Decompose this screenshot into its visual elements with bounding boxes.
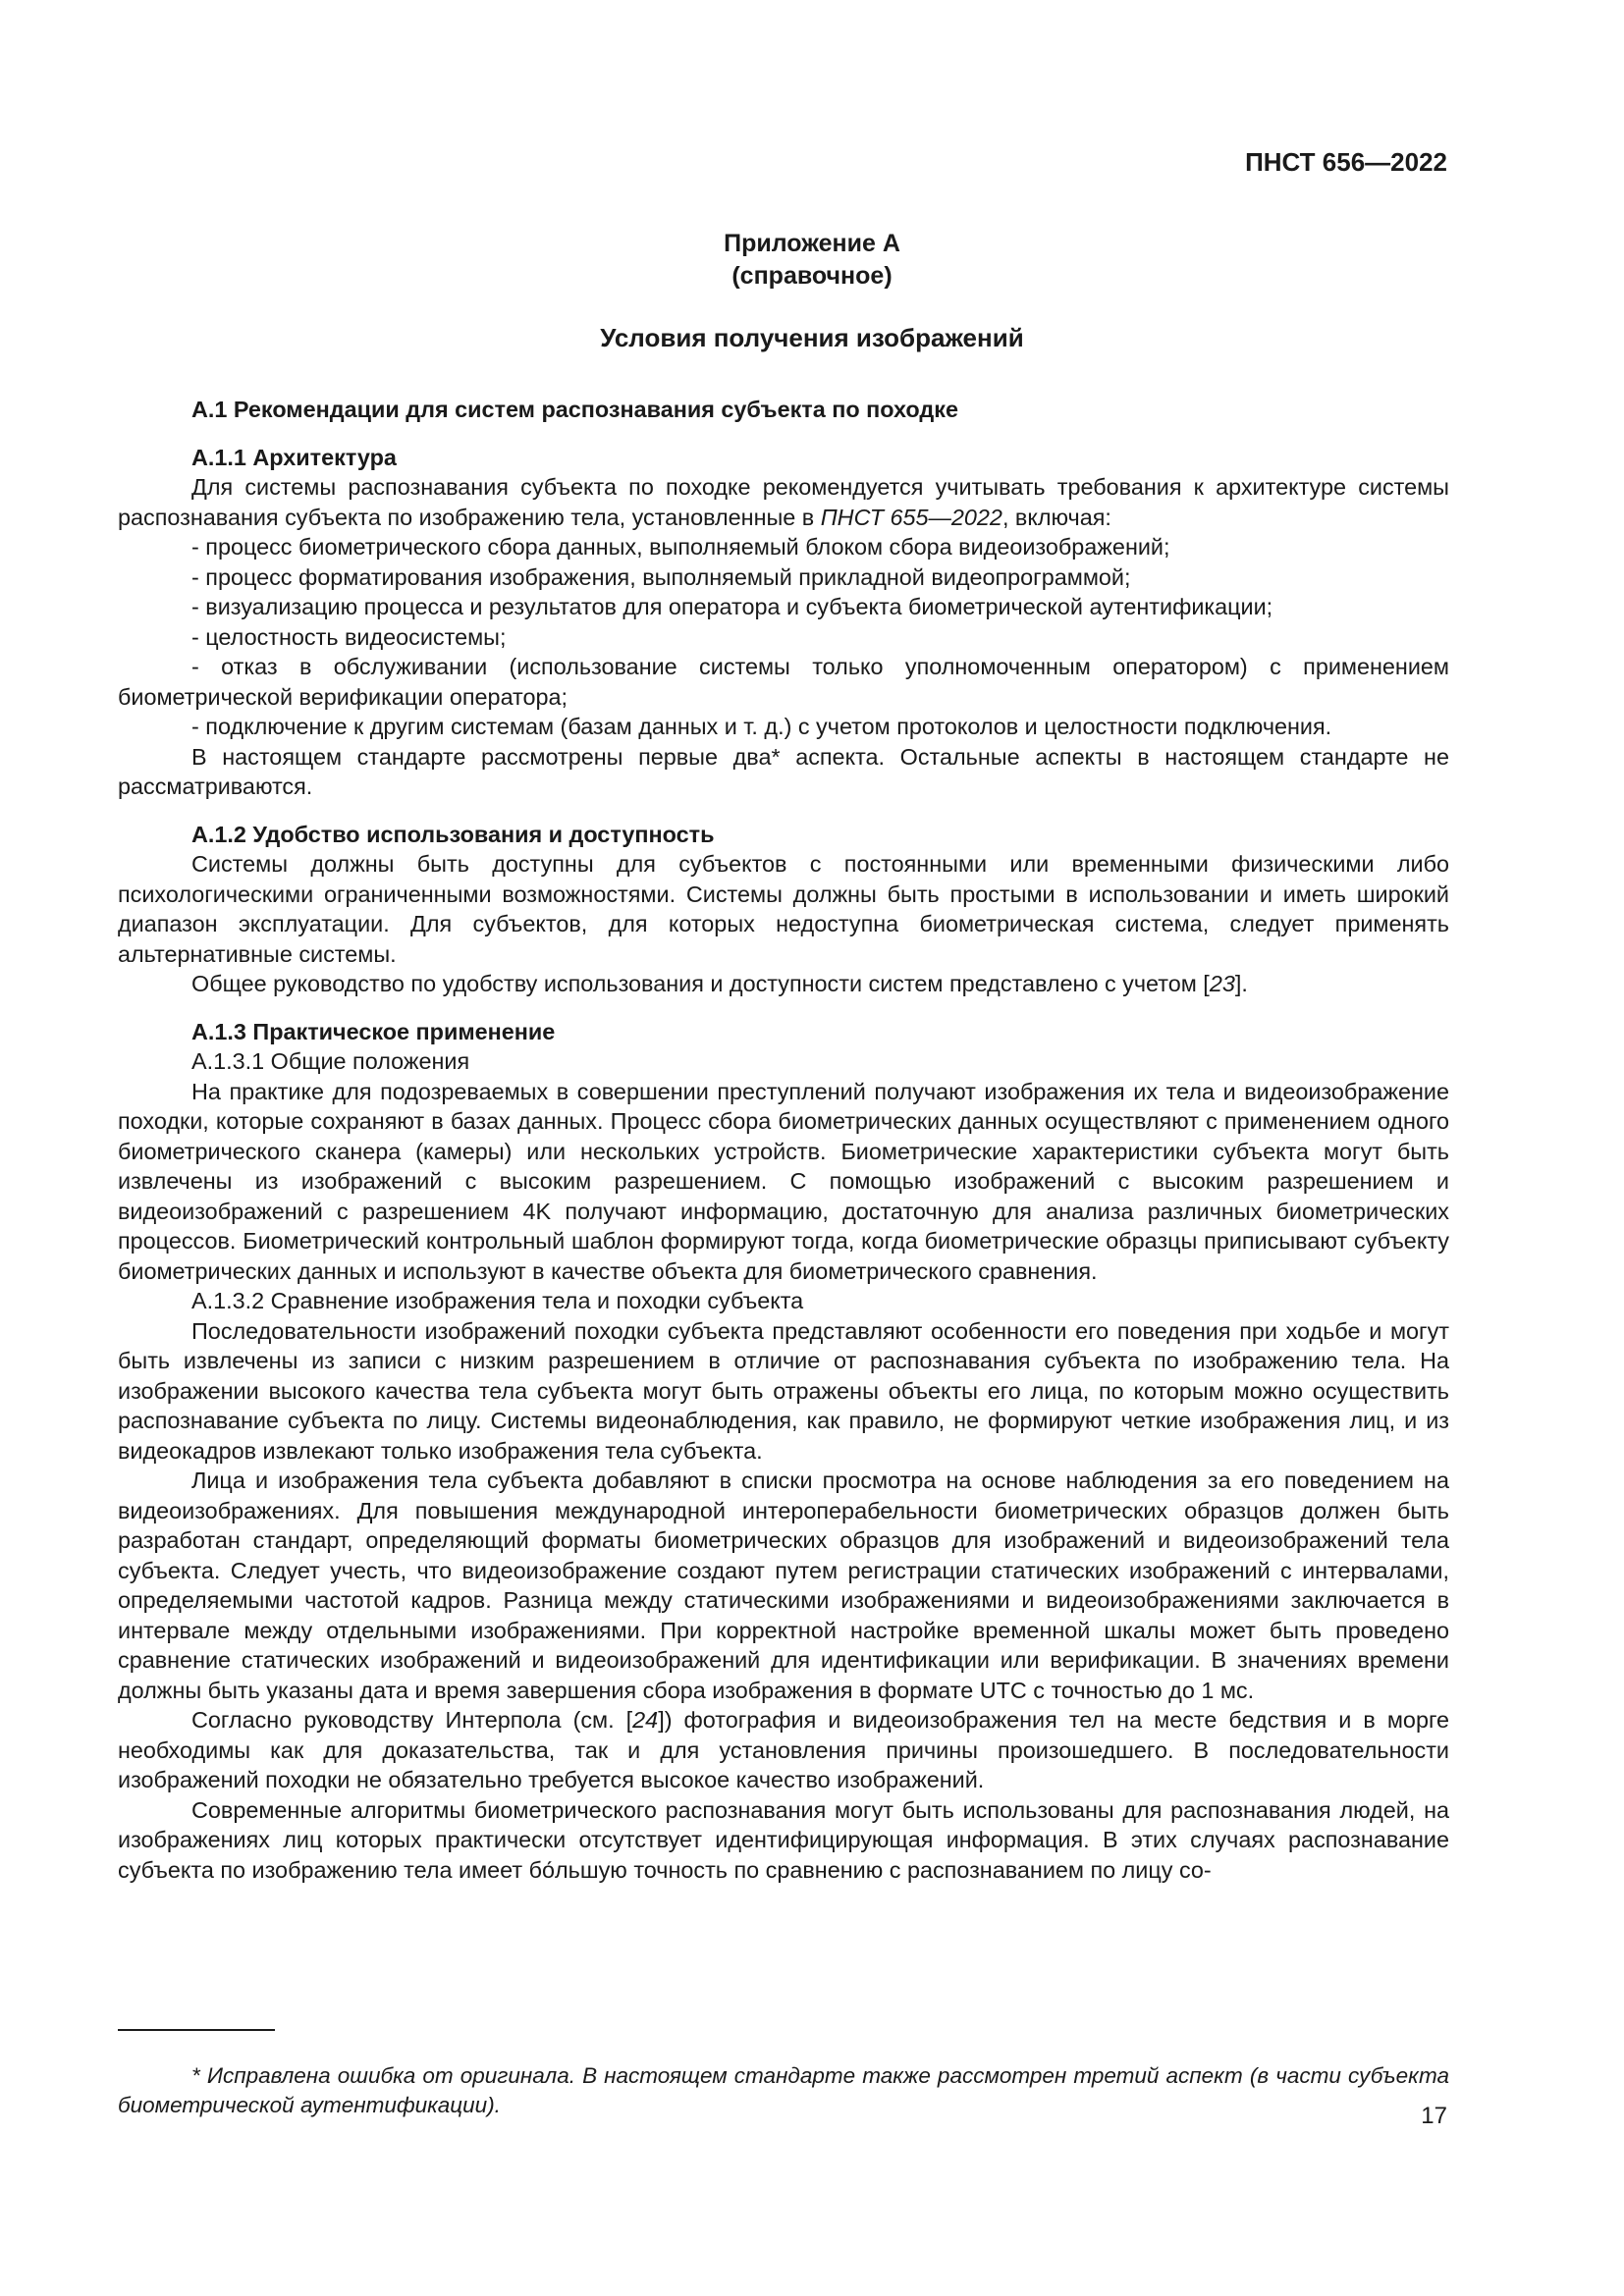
list-item: - целостность видеосистемы; <box>191 623 507 650</box>
subsection-a131-heading: А.1.3.1 Общие положения <box>191 1048 470 1074</box>
paragraph: Последовательности изображений походки субъекта представляют особенности его поведения при ходьбе и могут быть извлечены из записи с низким разрешением в отличие от распознавания субъекта по изображению тела. На изображении высокого качества тела субъекта могут быть отражены объекты его лица, по которым можно осуществить распознавание субъекта по лицу. Системы видеонаблюдения, как правило, не формируют четкие изображения лиц, и из видеокадров извлекают только изображения тела субъекта. <box>118 1317 1449 1464</box>
standard-reference: ПНСТ 655—2022 <box>820 504 1002 530</box>
paragraph-text: Согласно руководству Интерпола (см. [ <box>191 1707 633 1733</box>
paragraph: Современные алгоритмы биометрического распознавания могут быть использованы для распознавания людей, на изображениях лиц которых практически отсутствует идентифицирующая информация. В этих случаях распознавание субъекта по изображению тела имеет бо́льшую точность по сравнению с распознаванием по лицу со- <box>118 1796 1449 1883</box>
paragraph-text: Общее руководство по удобству использования и доступности систем представлено с учетом [ <box>191 971 1210 996</box>
bibliography-reference: 23 <box>1209 971 1235 996</box>
section-a13-heading: А.1.3 Практическое применение <box>191 1018 556 1044</box>
list-item: - процесс форматирования изображения, выполняемый прикладной видеопрограммой; <box>191 563 1131 590</box>
subsection-a132-heading: А.1.3.2 Сравнение изображения тела и походки субъекта <box>191 1288 804 1313</box>
footnote-divider <box>118 2029 275 2031</box>
annex-title: Приложение А <box>724 230 900 257</box>
annex-name: Условия получения изображений <box>600 323 1024 352</box>
section-a1-heading: А.1 Рекомендации для систем распознавания субъекта по походке <box>191 397 958 422</box>
paragraph: Лица и изображения тела субъекта добавляют в списки просмотра на основе наблюдения за его поведением на видеоизображениях. Для повышения международной интероперабельности биометрических образцов должен быть разработан стандарт, определяющий форматы биометрических образцов для изображений и видеоизображений тела субъекта. Следует учесть, что видеоизображение создают путем регистрации статических изображений с интервалами, определяемыми частотой кадров. Разница между статическими изображениями и видеоизображениями заключается в интервале между отдельными изображениями. При корректной настройке временной шкалы может быть проведено сравнение статических изображений и видеоизображений для идентификации или верификации. В значениях времени должны быть указаны дата и время завершения сбора изображения в формате UTC с точностью до 1 мс. <box>118 1468 1449 1703</box>
list-item: - отказ в обслуживании (использование системы только уполномоченным оператором) с применением биометрической верификации оператора; <box>118 654 1449 710</box>
intro-text-a: Для системы распознавания субъекта по походке рекомендуется учитывать требования к архитектуре системы распознавания субъекта по изображению тела, установленные в <box>118 474 1449 530</box>
section-a12-heading: А.1.2 Удобство использования и доступность <box>191 821 715 847</box>
paragraph <box>118 969 1449 999</box>
paragraph: Системы должны быть доступны для субъектов с постоянными или временными физическими либо психологическими ограниченными возможностями. Системы должны быть простыми в использовании и иметь широкий диапазон эксплуатации. Для субъектов, для которых недоступна биометрическая система, следует применять альтернативные системы. <box>118 851 1449 967</box>
list-item: - подключение к другим системам (базам данных и т. д.) с учетом протоколов и целостности подключения. <box>191 714 1332 739</box>
paragraph: На практике для подозреваемых в совершении преступлений получают изображения их тела и видеоизображение походки, которые сохраняют в базах данных. Процесс сбора биометрических данных осуществляют с применением одного биометрического сканера (камеры) или нескольких устройств. Биометрические характеристики субъекта могут быть извлечены из изображений с высоким разрешением. С помощью изображений с высоким разрешением и видеоизображений с разрешением 4K получают информацию, достаточную для анализа различных биометрических процессов. Биометрический контрольный шаблон формируют тогда, когда биометрические образцы приписывают субъекту биометрических данных и используют в качестве объекта для биометрического сравнения. <box>118 1078 1449 1284</box>
document-number: ПНСТ 656—2022 <box>1245 147 1447 177</box>
page-number: 17 <box>1421 2103 1447 2129</box>
intro-text-b: , включая: <box>1001 504 1111 530</box>
paragraph-a11-outro: В настоящем стандарте рассмотрены первые два* аспекта. Остальные аспекты в настоящем стандарте не рассматриваются. <box>118 743 1449 799</box>
paragraph-text: ]. <box>1234 971 1248 996</box>
paragraph-a11-intro <box>118 472 1449 532</box>
annex-subtitle: (справочное) <box>731 262 893 290</box>
list-item: - визуализацию процесса и результатов для оператора и субъекта биометрической аутентификации; <box>191 594 1273 619</box>
list-item: - процесс биометрического сбора данных, выполняемый блоком сбора видеоизображений; <box>191 534 1170 560</box>
paragraph-text: ]) фотография и видеоизображения тел на месте бедствия и в морге необходимы как для доказательства, так и для установления причины произошедшего. В последовательности изображений походки не обязательно требуется высокое качество изображений. <box>118 1707 1449 1792</box>
body-text <box>118 395 1449 1885</box>
paragraph <box>118 1705 1449 1795</box>
footnote: * Исправлена ошибка от оригинала. В настоящем стандарте также рассмотрен третий аспект (в части субъекта биометрической аутентификации). <box>118 2062 1449 2117</box>
section-a11-heading: А.1.1 Архитектура <box>191 444 397 470</box>
bibliography-reference: 24 <box>632 1707 659 1733</box>
